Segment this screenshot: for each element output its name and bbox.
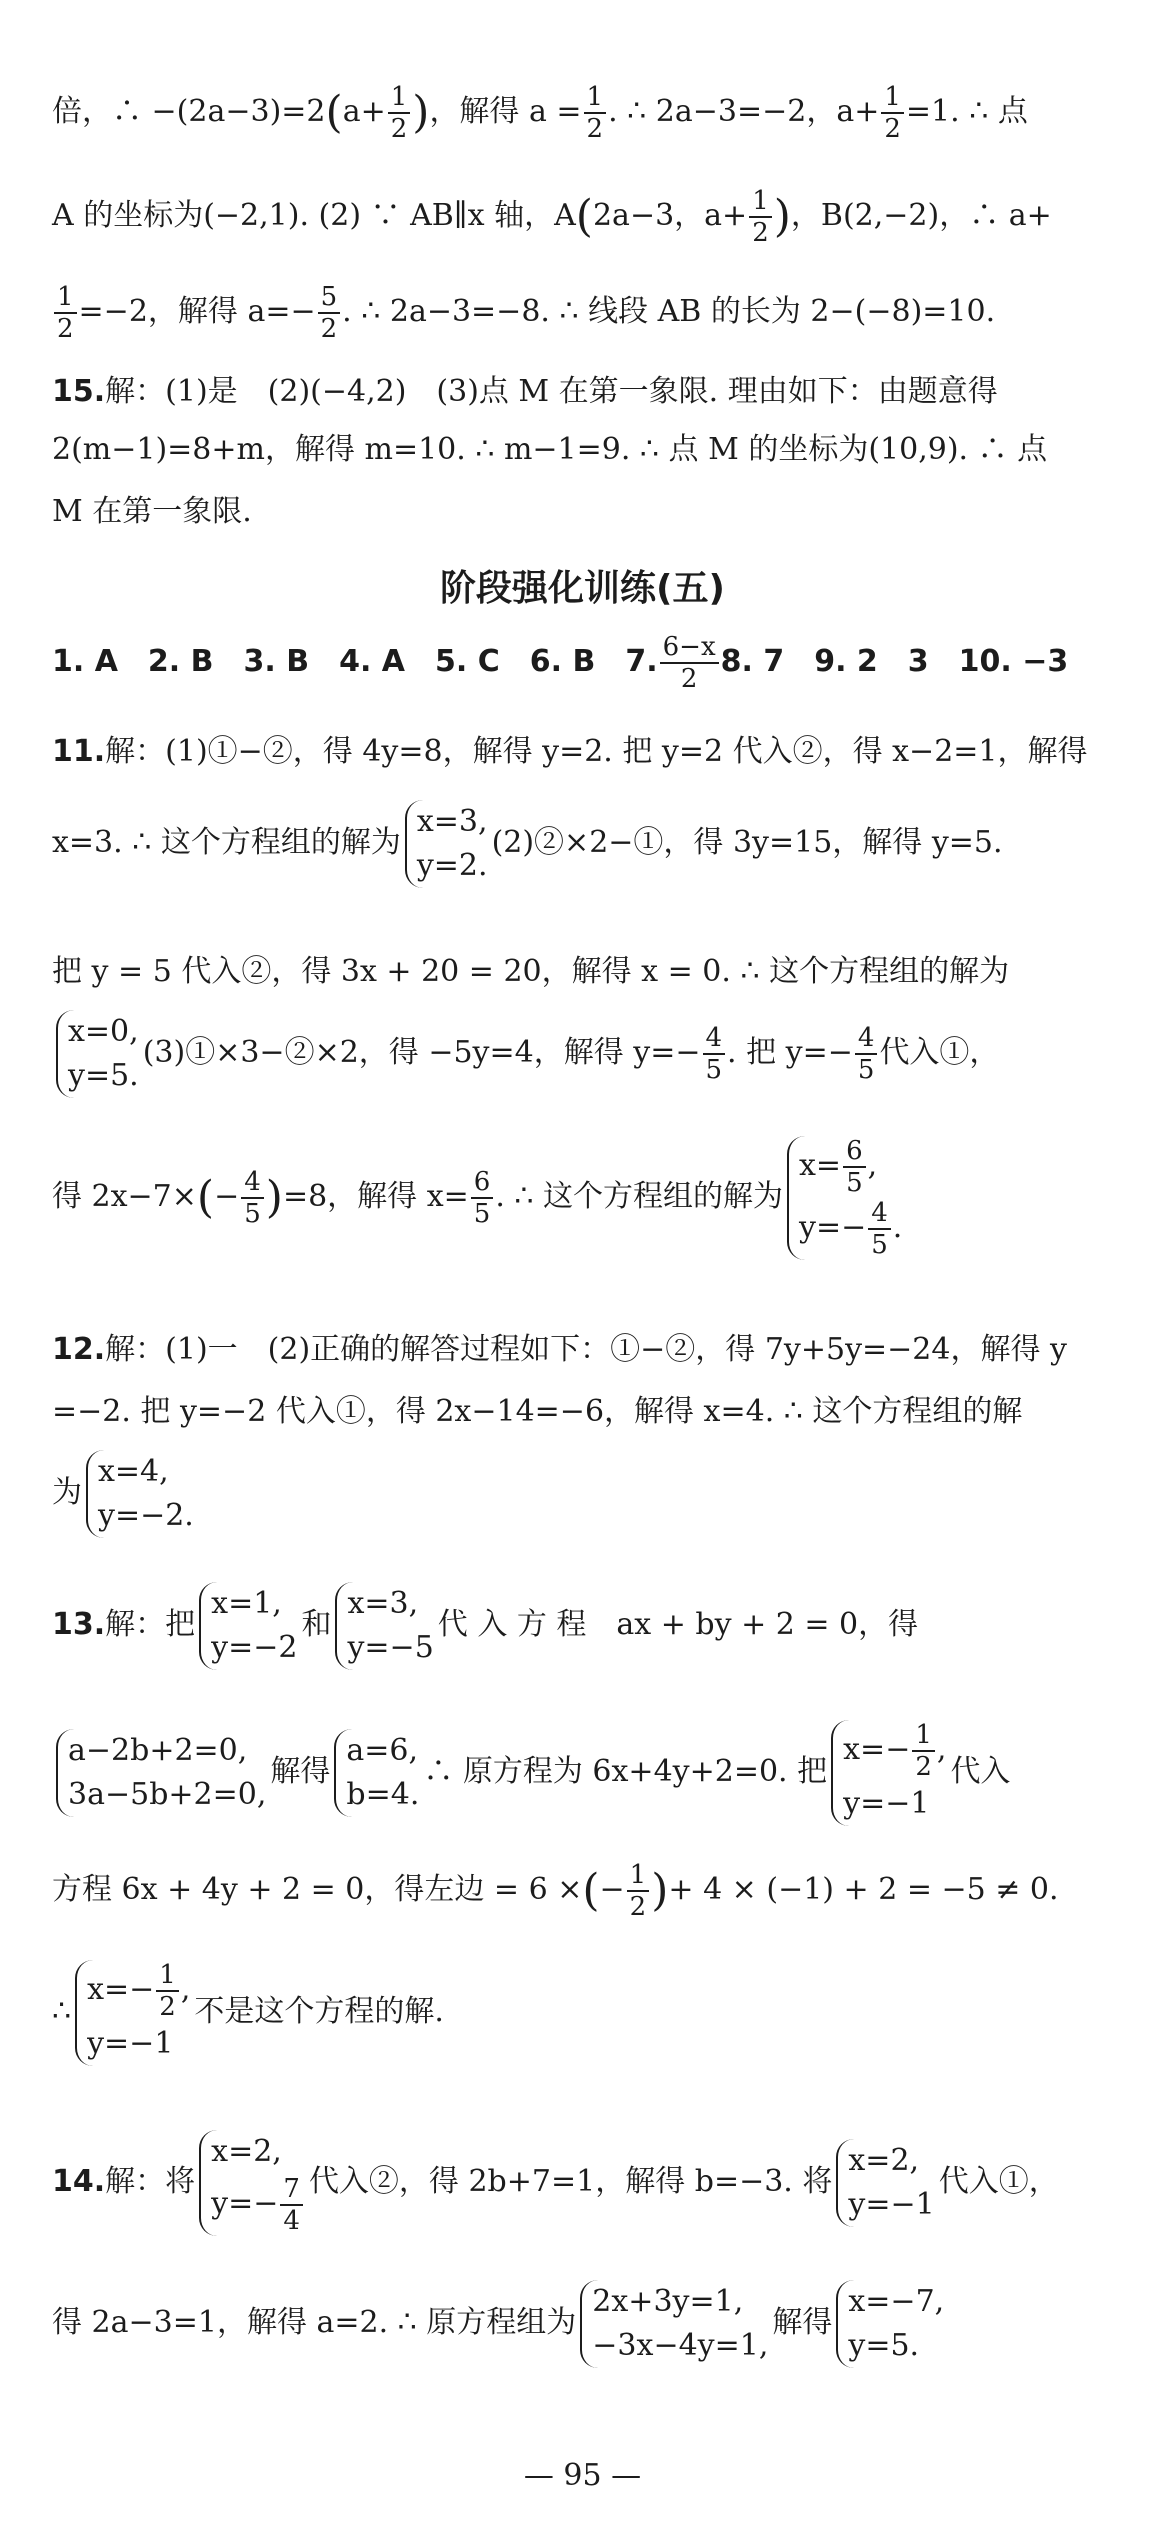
text: (2)②×2−①，得 3y=15，解得 y=5.: [491, 825, 1003, 860]
text: (3)①×3−②×2，得 −5y=4，解得 y=−: [142, 1035, 701, 1070]
fraction: $\frac{1}{2}$: [388, 82, 411, 144]
text: =8，解得 x=: [282, 1179, 469, 1214]
q11-line-4: [52, 1010, 999, 1098]
text: a+: [342, 94, 386, 129]
q14-tail-line-1: [52, 82, 1028, 144]
answers-line: [52, 632, 1068, 694]
minus: −: [599, 1872, 625, 1907]
question-number: 11.: [52, 734, 106, 769]
text: . ∴ 2a−3=−8. ∴ 线段 AB 的长为 2−(−8)=10.: [342, 294, 996, 329]
paren: ): [412, 87, 430, 138]
equation-system: 2x+3y=1, −3x−4y=1,: [580, 2280, 768, 2368]
paren: (: [575, 191, 593, 242]
equation-system: x=3, y=2.: [405, 800, 488, 888]
text: 代入②，得 2b+7=1，解得 b=−3. 将: [308, 2164, 833, 2199]
question-number: 12.: [52, 1332, 106, 1367]
text: x=3. ∴ 这个方程组的解为: [52, 825, 401, 860]
text: 解：(1)是 (2)(−4,2) (3)点 M 在第一象限. 理由如下：由题意得: [105, 374, 998, 409]
text: . ∴ 这个方程组的解为: [495, 1179, 784, 1214]
text: =−2. 把 y=−2 代入①，得 2x−14=−6，解得 x=4. ∴ 这个方程组的解: [52, 1394, 1023, 1429]
equation-system: x=3, y=−5: [335, 1582, 433, 1670]
equation-system: x=−7, y=5.: [836, 2280, 944, 2368]
text: A 的坐标为(−2,1). (2) ∵ AB∥x 轴，A: [52, 198, 576, 233]
q13-line-3: [52, 1860, 1059, 1922]
text: 解：(1)一 (2)正确的解答过程如下：①−②，得 7y+5y=−24，解得 y: [105, 1332, 1067, 1367]
text: =1. ∴ 点: [905, 94, 1028, 129]
q13-line-2: [52, 1720, 1010, 1826]
fraction: $\frac{1}{2}$: [54, 282, 77, 344]
text: 代入: [950, 1754, 1011, 1789]
paren: (: [196, 1172, 215, 1223]
equation-system: x=4, y=−2.: [86, 1450, 194, 1538]
equation-system: x=− $\frac{1}{2}$ , y=−1: [831, 1720, 946, 1826]
q14-tail-line-3: [52, 282, 995, 344]
fraction: $\frac{5}{2}$: [318, 282, 341, 344]
q15-line-2: [52, 428, 1047, 472]
q13-line-4: [52, 1960, 444, 2066]
text: 解得: [772, 2305, 833, 2340]
fraction: $\frac{4}{5}$: [241, 1167, 264, 1229]
q14-line-1: [52, 2130, 1059, 2236]
text: 解得: [270, 1754, 331, 1789]
text: 得 2a−3=1，解得 a=2. ∴ 原方程组为: [52, 2305, 577, 2340]
text: 不是这个方程的解.: [194, 1994, 444, 2029]
equation-system: x=2, y=− $\frac{7}{4}$: [199, 2130, 305, 2236]
q12-line-1: [52, 1328, 1067, 1372]
fraction: $\frac{1}{2}$: [584, 82, 607, 144]
text: 为: [52, 1475, 82, 1510]
q13-line-1: [52, 1582, 918, 1670]
fraction: $\frac{1}{2}$: [627, 1860, 650, 1922]
paren: (: [325, 87, 343, 138]
section-title: 阶段强化训练(五): [440, 568, 725, 609]
text: 代入①，: [879, 1035, 1000, 1070]
text: 解：(1)①−②，得 4y=8，解得 y=2. 把 y=2 代入②，得 x−2=1，解得: [105, 734, 1088, 769]
text: 代 入 方 程 ax + by + 2 = 0，得: [437, 1607, 919, 1642]
text: 2(m−1)=8+m，解得 m=10. ∴ m−1=9. ∴ 点 M 的坐标为(10,9). ∴ 点: [52, 432, 1048, 467]
text: ，解得 a =: [429, 94, 582, 129]
paren: ): [773, 191, 791, 242]
equation-system: a−2b+2=0, 3a−5b+2=0,: [56, 1729, 266, 1817]
text: 得 2x−7×: [52, 1179, 197, 1214]
q12-line-3: [52, 1450, 198, 1538]
minus: −: [214, 1179, 240, 1214]
fraction: $\frac{1}{2}$: [749, 186, 772, 248]
equation-system: x= $\frac{6}{5}$ , y=− $\frac{4}{5}$ .: [787, 1136, 902, 1260]
equation-system: a=6, b=4.: [334, 1729, 419, 1817]
q11-line-2: [52, 800, 1003, 888]
text: 和: [301, 1607, 332, 1642]
fraction: $\frac{6-x}{2}$: [660, 632, 719, 694]
paren: ): [651, 1865, 669, 1916]
q14-tail-line-2: [52, 186, 1052, 248]
fraction: $\frac{6}{5}$: [471, 1167, 494, 1229]
text: 8. 7 9. 2 3 10. −3: [720, 644, 1069, 679]
text: . ∴ 2a−3=−2，a+: [608, 94, 880, 129]
fraction: $\frac{4}{5}$: [855, 1023, 878, 1085]
fraction: $\frac{1}{2}$: [881, 82, 904, 144]
paren: (: [582, 1865, 600, 1916]
text: 解：把: [105, 1607, 196, 1642]
text: + 4 × (−1) + 2 = −5 ≠ 0.: [668, 1872, 1059, 1907]
text: 倍，∴ −(2a−3)=2: [52, 94, 326, 129]
equation-system: x=0, y=5.: [56, 1010, 139, 1098]
q11-line-1: [52, 730, 1088, 774]
equation-system: x=2, y=−1: [836, 2139, 934, 2227]
q12-line-2: [52, 1390, 1022, 1434]
equation-system: x=− $\frac{1}{2}$ , y=−1: [75, 1960, 190, 2066]
text: 代入①，: [938, 2164, 1059, 2199]
question-number: 13.: [52, 1607, 106, 1642]
q14-line-2: [52, 2280, 948, 2368]
text: ∴: [52, 1994, 72, 2029]
text: . 把 y=−: [727, 1035, 853, 1070]
equation-system: x=1, y=−2: [199, 1582, 297, 1670]
q11-line-5: [52, 1136, 906, 1260]
text: ，B(2,−2)，∴ a+: [790, 198, 1052, 233]
text: =−2，解得 a=−: [78, 294, 316, 329]
text: ∴ 原方程为 6x+4y+2=0. 把: [423, 1754, 828, 1789]
page-number: — 95 —: [523, 2458, 642, 2493]
paren: ): [265, 1172, 283, 1223]
question-number: 14.: [52, 2164, 106, 2199]
text: 解：将: [105, 2164, 196, 2199]
text: 把 y = 5 代入②，得 3x + 20 = 20，解得 x = 0. ∴ 这个方程组的解为: [52, 954, 1010, 989]
question-number: 15.: [52, 374, 106, 409]
q15-line-3: [52, 490, 252, 534]
fraction: $\frac{4}{5}$: [703, 1023, 726, 1085]
q15-line-1: [52, 370, 998, 414]
text: 1. A 2. B 3. B 4. A 5. C 6. B 7.: [52, 644, 658, 679]
text: M 在第一象限.: [52, 494, 252, 529]
q11-line-3: [52, 950, 1009, 994]
text: 方程 6x + 4y + 2 = 0，得左边 = 6 ×: [52, 1872, 583, 1907]
text: 2a−3，a+: [592, 198, 748, 233]
